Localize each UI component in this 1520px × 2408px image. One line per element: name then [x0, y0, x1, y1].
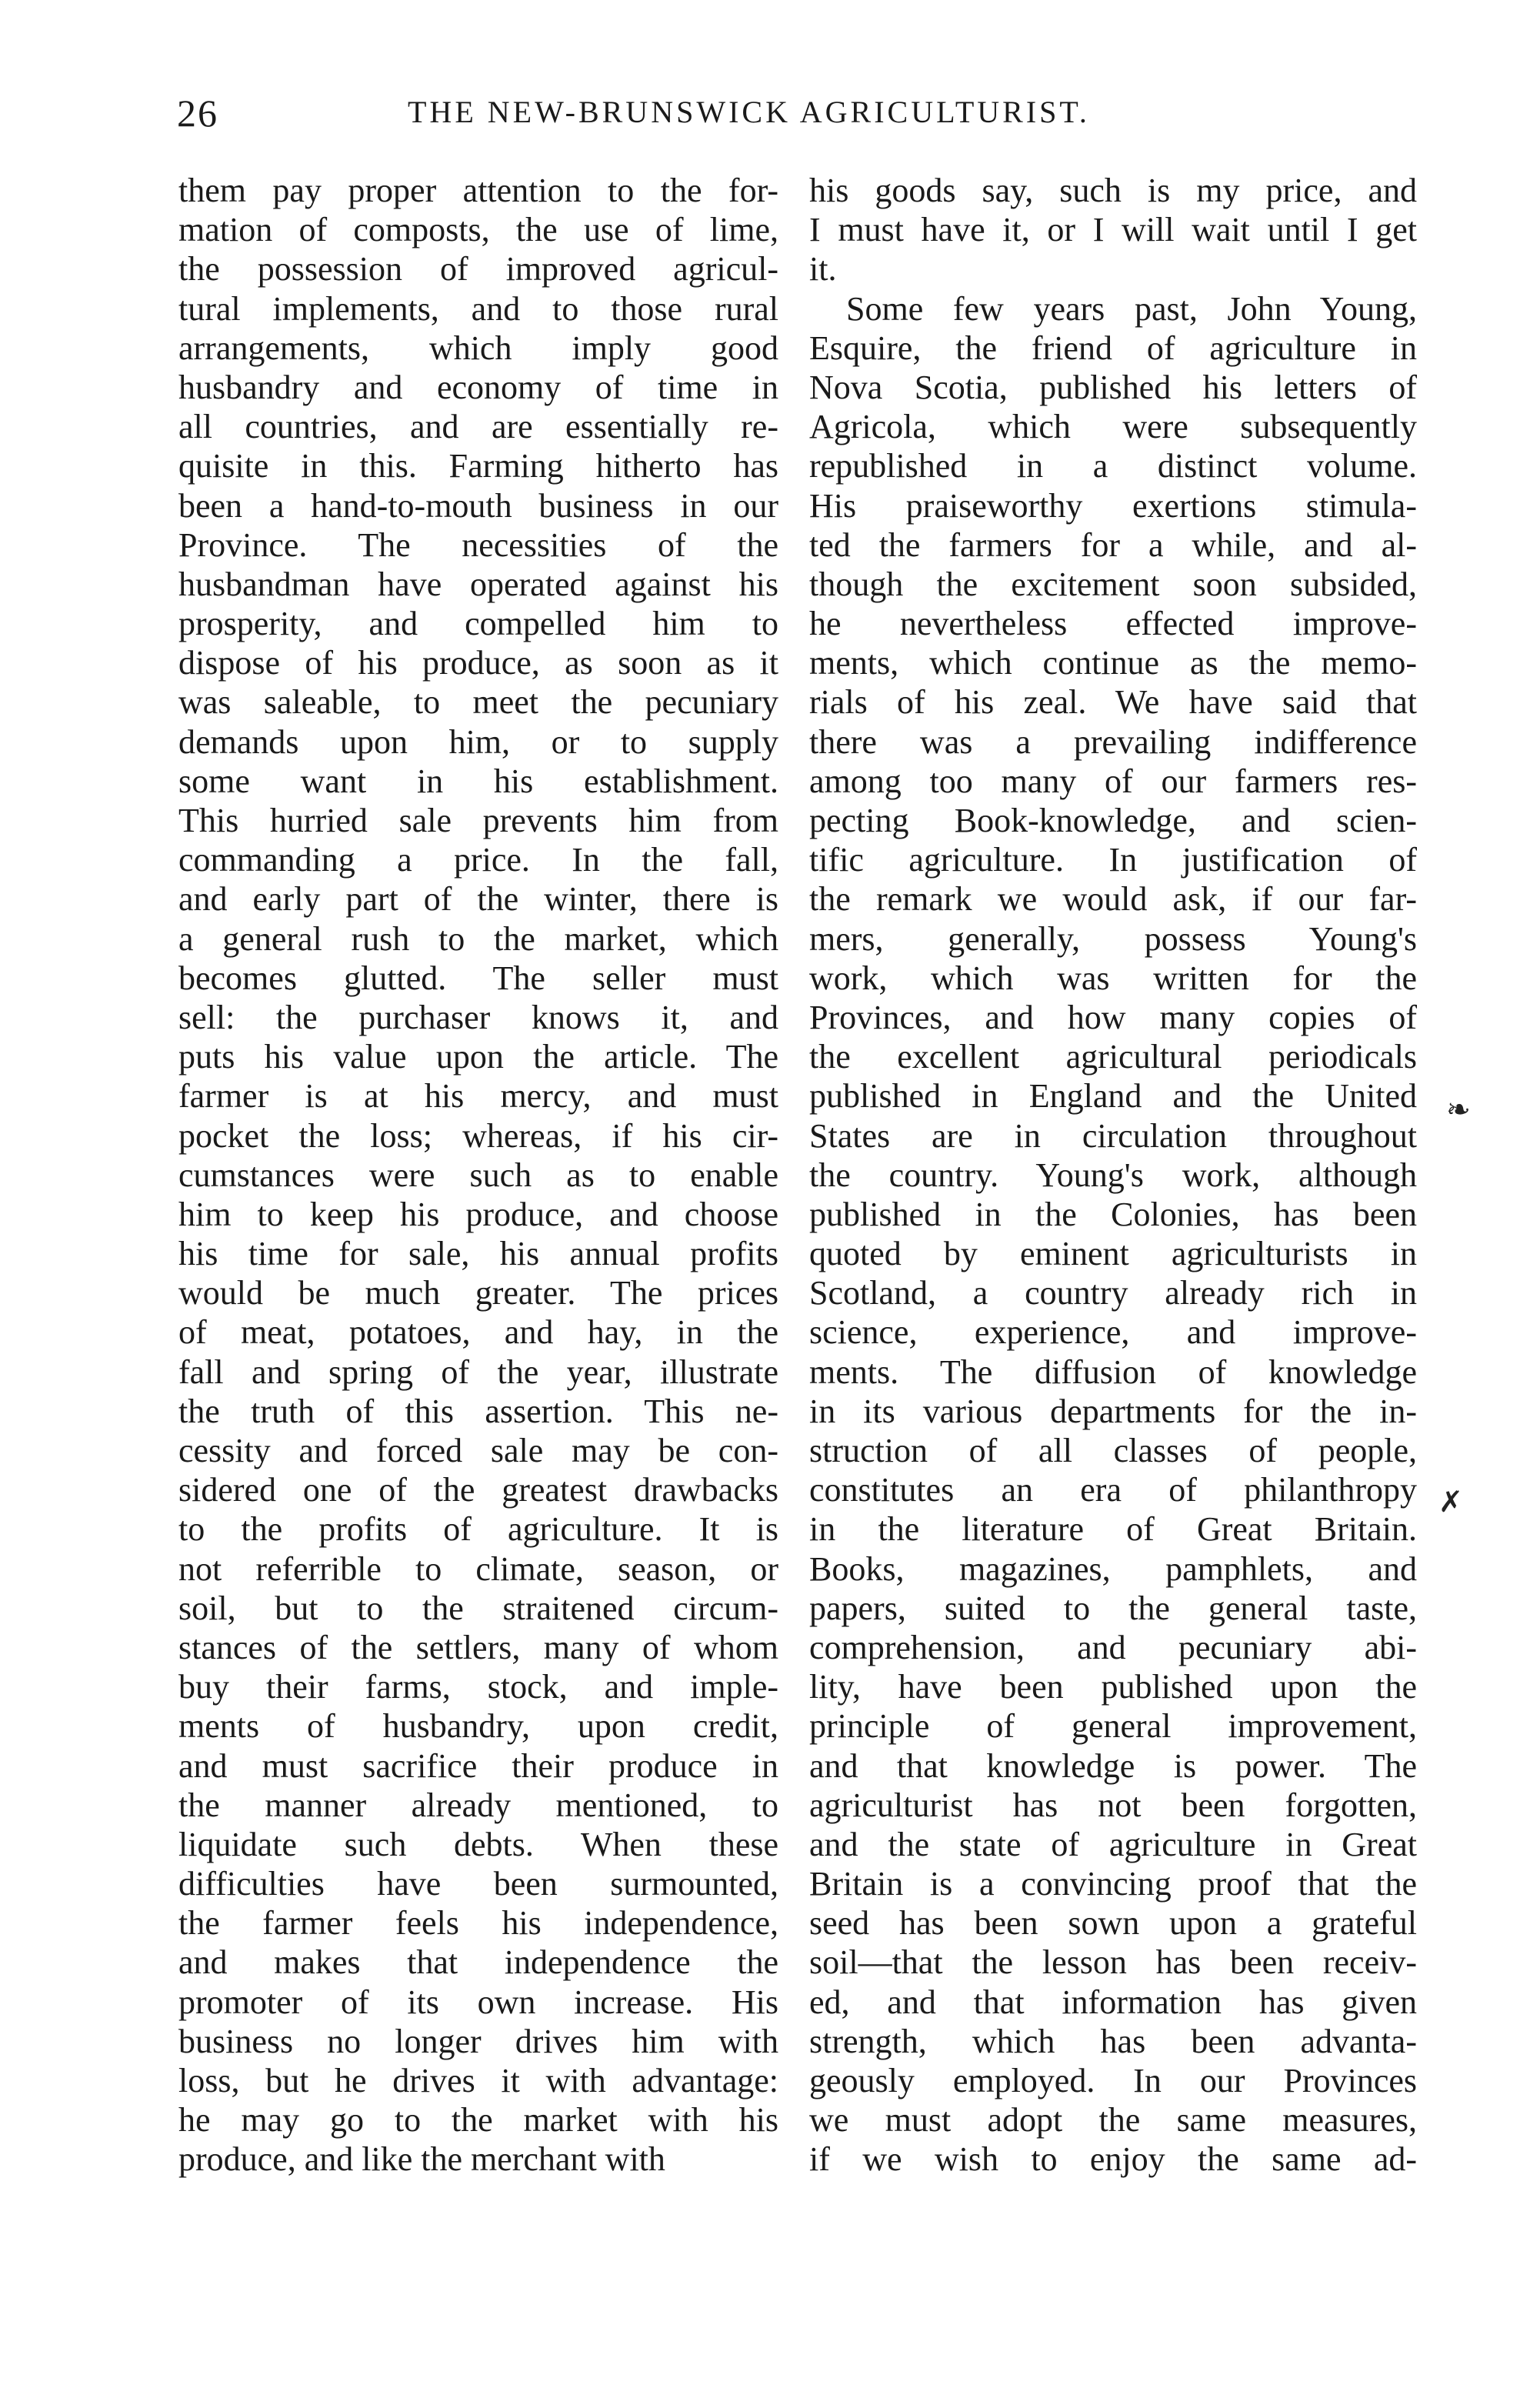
text-line: business no longer drives him with: [178, 2022, 778, 2060]
text-line: mation of composts, the use of lime,: [178, 211, 778, 249]
text-line: pecting Book-knowledge, and scien-: [809, 802, 1417, 839]
text-line: science, experience, and improve-: [809, 1313, 1417, 1352]
text-line: cumstances were such as to enable: [178, 1156, 778, 1194]
text-line: produce, and like the merchant with: [178, 2140, 665, 2179]
text-line: sidered one of the greatest drawbacks: [178, 1471, 778, 1509]
text-line: all countries, and are essentially re-: [178, 408, 778, 446]
text-line: published in the Colonies, has been: [809, 1195, 1417, 1233]
page-number: 26: [177, 92, 218, 135]
text-line: prosperity, and compelled him to: [178, 605, 778, 643]
text-line: the possession of improved agricul-: [178, 250, 778, 288]
text-line: soil, but to the straitened circum-: [178, 1589, 778, 1627]
text-line: Books, magazines, pamphlets, and: [809, 1549, 1417, 1588]
text-line: the remark we would ask, if our far-: [809, 880, 1417, 919]
running-title: THE NEW-BRUNSWICK AGRICULTURIST.: [408, 95, 1090, 129]
text-line: agriculturist has not been forgotten,: [809, 1786, 1417, 1824]
text-line: it.: [809, 250, 837, 288]
text-line: a general rush to the market, which: [178, 919, 778, 958]
text-line: his goods say, such is my price, and: [809, 172, 1417, 209]
text-line: not referrible to climate, season, or: [178, 1549, 778, 1588]
text-line: ments. The diffusion of knowledge: [809, 1352, 1417, 1391]
text-line: becomes glutted. The seller must: [178, 959, 778, 997]
text-line: work, which was written for the: [809, 959, 1417, 997]
text-line: Britain is a convincing proof that the: [809, 1865, 1417, 1903]
text-line: the truth of this assertion. This ne-: [178, 1392, 778, 1430]
text-line: I must have it, or I will wait until I get: [809, 211, 1417, 249]
text-line: tural implements, and to those rural: [178, 289, 778, 328]
text-line: the excellent agricultural periodicals: [809, 1038, 1417, 1076]
margin-ink-mark: ❧: [1446, 1094, 1471, 1126]
text-line: farmer is at his mercy, and must: [178, 1077, 778, 1116]
text-line: quoted by eminent agriculturists in: [809, 1235, 1417, 1273]
text-line: lity, have been published upon the: [809, 1668, 1417, 1706]
text-line: seed has been sown upon a grateful: [809, 1904, 1417, 1943]
text-line: quisite in this. Farming hitherto has: [178, 447, 778, 485]
text-line: comprehension, and pecuniary abi-: [809, 1628, 1417, 1666]
text-line: loss, but he drives it with advantage:: [178, 2062, 778, 2099]
text-line: Nova Scotia, published his letters of: [809, 368, 1417, 406]
left-column: [178, 171, 778, 2180]
text-line: ed, and that information has given: [809, 1983, 1417, 2021]
text-line: Province. The necessities of the: [178, 525, 778, 564]
text-line: there was a prevailing indifference: [809, 722, 1417, 761]
text-line: principle of general improvement,: [809, 1707, 1417, 1746]
text-line: promoter of its own increase. His: [178, 1983, 778, 2021]
text-line: we must adopt the same measures,: [809, 2101, 1417, 2140]
text-line: and makes that independence the: [178, 1943, 778, 1982]
text-line: commanding a price. In the fall,: [178, 841, 778, 879]
text-line: puts his value upon the article. The: [178, 1038, 778, 1076]
text-line: Some few years past, John Young,: [846, 289, 1417, 328]
text-line: in the literature of Great Britain.: [809, 1510, 1417, 1549]
text-line: though the excitement soon subsided,: [809, 565, 1417, 603]
text-line: the manner already mentioned, to: [178, 1786, 778, 1824]
text-line: some want in his establishment.: [178, 762, 778, 800]
text-line: him to keep his produce, and choose: [178, 1195, 778, 1233]
text-line: buy their farms, stock, and imple-: [178, 1668, 778, 1706]
text-line: ments of husbandry, upon credit,: [178, 1707, 778, 1746]
text-line: struction of all classes of people,: [809, 1432, 1417, 1469]
right-column: [809, 171, 1417, 2180]
text-line: his time for sale, his annual profits: [178, 1235, 778, 1273]
text-line: sell: the purchaser knows it, and: [178, 998, 778, 1036]
text-line: demands upon him, or to supply: [178, 722, 778, 761]
text-line: husbandman have operated against his: [178, 565, 778, 603]
text-line: republished in a distinct volume.: [809, 447, 1417, 485]
text-line: ted the farmers for a while, and al-: [809, 525, 1417, 564]
text-line: pocket the loss; whereas, if his cir-: [178, 1116, 778, 1155]
text-line: and early part of the winter, there is: [178, 880, 778, 919]
margin-marks: [1431, 1000, 1492, 2385]
text-line: cessity and forced sale may be con-: [178, 1432, 778, 1469]
text-line: soil—that the lesson has been receiv-: [809, 1943, 1417, 1982]
text-line: mers, generally, possess Young's: [809, 919, 1417, 958]
text-line: he may go to the market with his: [178, 2101, 778, 2140]
text-line: of meat, potatoes, and hay, in the: [178, 1313, 778, 1352]
text-line: papers, suited to the general taste,: [809, 1589, 1417, 1627]
text-line: tific agriculture. In justification of: [809, 841, 1417, 879]
text-line: the farmer feels his independence,: [178, 1904, 778, 1943]
page-header: [177, 91, 1423, 145]
text-line: stances of the settlers, many of whom: [178, 1628, 778, 1666]
text-line: and the state of agriculture in Great: [809, 1825, 1417, 1863]
text-line: ments, which continue as the memo-: [809, 644, 1417, 682]
text-line: Scotland, a country already rich in: [809, 1274, 1417, 1312]
text-line: constitutes an era of philanthropy: [809, 1471, 1417, 1509]
text-line: would be much greater. The prices: [178, 1274, 778, 1312]
text-line: and that knowledge is power. The: [809, 1746, 1417, 1785]
text-line: if we wish to enjoy the same ad-: [809, 2140, 1417, 2179]
text-line: husbandry and economy of time in: [178, 368, 778, 406]
text-line: strength, which has been advanta-: [809, 2022, 1417, 2060]
text-line: geously employed. In our Provinces: [809, 2062, 1417, 2099]
text-line: States are in circulation throughout: [809, 1116, 1417, 1155]
text-line: been a hand-to-mouth business in our: [178, 486, 778, 525]
text-line: them pay proper attention to the for-: [178, 172, 778, 209]
text-line: Provinces, and how many copies of: [809, 998, 1417, 1036]
text-line: This hurried sale prevents him from: [178, 802, 778, 839]
text-line: among too many of our farmers res-: [809, 762, 1417, 800]
text-line: was saleable, to meet the pecuniary: [178, 683, 778, 722]
text-line: rials of his zeal. We have said that: [809, 683, 1417, 722]
text-line: published in England and the United: [809, 1077, 1417, 1116]
text-line: His praiseworthy exertions stimula-: [809, 486, 1417, 525]
text-line: dispose of his produce, as soon as it: [178, 644, 778, 682]
text-line: and must sacrifice their produce in: [178, 1746, 778, 1785]
text-line: difficulties have been surmounted,: [178, 1865, 778, 1903]
text-line: fall and spring of the year, illustrate: [178, 1352, 778, 1391]
text-line: he nevertheless effected improve-: [809, 605, 1417, 643]
text-line: liquidate such debts. When these: [178, 1825, 778, 1863]
text-line: Agricola, which were subsequently: [809, 408, 1417, 446]
text-line: arrangements, which imply good: [178, 329, 778, 367]
text-line: the country. Young's work, although: [809, 1156, 1417, 1194]
text-line: Esquire, the friend of agriculture in: [809, 329, 1417, 367]
text-line: in its various departments for the in-: [809, 1392, 1417, 1430]
text-line: to the profits of agriculture. It is: [178, 1510, 778, 1549]
margin-ink-mark: ✗: [1438, 1486, 1463, 1519]
